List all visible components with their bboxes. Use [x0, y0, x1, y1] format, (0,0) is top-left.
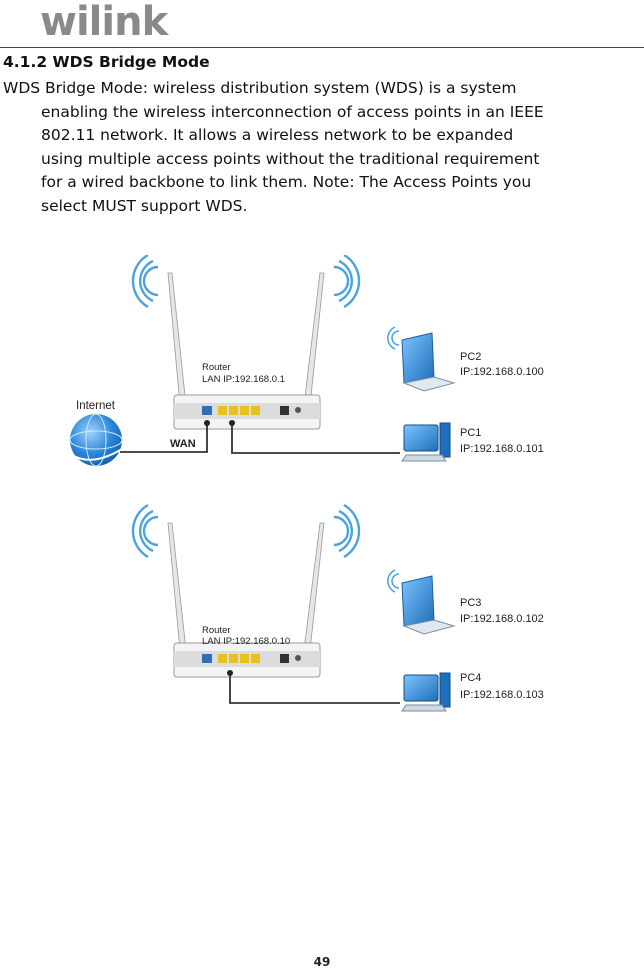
router-label: Router	[202, 625, 231, 636]
device-name: PC1	[460, 427, 482, 439]
power-port	[280, 654, 289, 663]
lan-port	[251, 654, 260, 663]
power-button	[295, 407, 301, 413]
body-line: using multiple access points without the traditional requirement	[41, 149, 540, 168]
header-divider	[0, 47, 644, 48]
desktop-pc-icon	[402, 673, 450, 711]
device-ip: IP:192.168.0.103	[460, 689, 544, 701]
lan-port	[229, 406, 238, 415]
router-ip-label: LAN IP:192.168.0.1	[202, 374, 285, 385]
lan-port	[218, 654, 227, 663]
wan-port	[202, 654, 212, 663]
device-ip: IP:192.168.0.102	[460, 613, 544, 625]
lan-port	[229, 654, 238, 663]
wifi-signal-icon	[133, 505, 158, 557]
router-2	[133, 505, 359, 677]
laptop-icon	[388, 327, 454, 391]
lan-port	[251, 406, 260, 415]
device-name: PC4	[460, 672, 482, 684]
antenna	[168, 273, 186, 405]
antenna	[304, 273, 324, 405]
device-ip: IP:192.168.0.100	[460, 366, 544, 378]
section-body	[3, 77, 639, 219]
wifi-signal-icon	[334, 505, 359, 557]
device-name: PC2	[460, 351, 482, 363]
lan-port	[240, 406, 249, 415]
desktop-pc-icon	[402, 423, 450, 461]
device-name: PC3	[460, 597, 482, 609]
wifi-signal-icon	[133, 255, 158, 307]
power-button	[295, 655, 301, 661]
body-line: WDS Bridge Mode: wireless distribution system (WDS) is a system	[3, 79, 517, 97]
page-number: 49	[313, 955, 331, 969]
power-port	[280, 406, 289, 415]
section-title: 4.1.2 WDS Bridge Mode	[3, 53, 210, 71]
wds-network-diagram	[62, 255, 578, 715]
router-label: Router	[202, 362, 231, 373]
device-ip: IP:192.168.0.101	[460, 443, 544, 455]
internet-label: Internet	[76, 400, 115, 412]
antenna	[304, 523, 324, 650]
lan-port	[240, 654, 249, 663]
wan-label: WAN	[170, 438, 196, 450]
body-line: enabling the wireless interconnection of access points in an IEEE	[41, 102, 544, 121]
wifi-signal-icon	[334, 255, 359, 307]
body-line: select MUST support WDS.	[41, 196, 248, 215]
body-line: for a wired backbone to link them. Note: The Access Points you	[41, 173, 532, 192]
antenna	[168, 523, 186, 650]
body-line: 802.11 network. It allows a wireless network to be expanded	[41, 126, 514, 145]
brand-logo: wilink	[40, 0, 168, 45]
router-ip-label: LAN IP:192.168.0.10	[202, 636, 291, 647]
lan-port	[218, 406, 227, 415]
wan-port	[202, 406, 212, 415]
internet-globe-icon	[70, 414, 122, 466]
laptop-icon	[388, 570, 454, 634]
router-1	[133, 255, 359, 429]
